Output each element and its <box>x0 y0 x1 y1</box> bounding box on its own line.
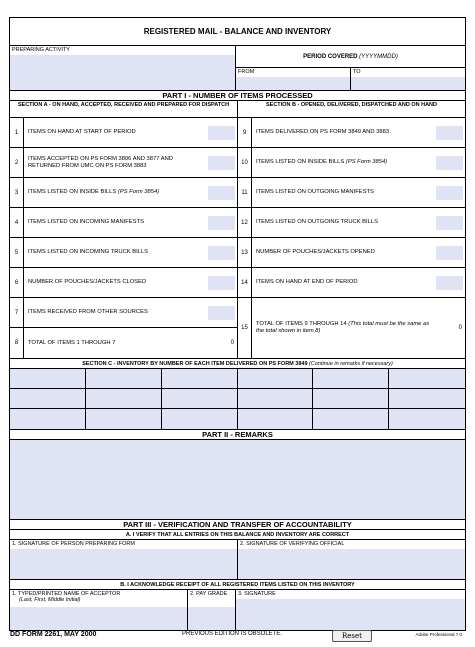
preparer-signature-label: 1. SIGNATURE OF PERSON PREPARING FORM <box>12 541 135 547</box>
acceptor-name-field[interactable] <box>10 607 187 630</box>
section-c-hint: (Continue in remarks if necessary) <box>309 361 393 367</box>
item-total: 0 <box>458 325 462 331</box>
form <box>9 17 466 631</box>
item-label: NUMBER OF POUCHES/JACKETS OPENED <box>256 249 375 255</box>
item-value-field[interactable] <box>208 156 235 170</box>
period-hint: (YYYYMMDD) <box>359 54 398 60</box>
inventory-cell[interactable] <box>86 389 162 409</box>
acceptor-signature <box>236 590 465 630</box>
item-number: 5 <box>10 238 24 267</box>
item-row <box>238 268 465 298</box>
item-number: 8 <box>10 328 24 358</box>
form-number: DD FORM 2261, MAY 2000 <box>10 631 97 638</box>
remarks-field[interactable] <box>10 440 465 520</box>
item-number: 14 <box>238 268 252 297</box>
period-from <box>236 68 351 90</box>
item-total: 0 <box>230 340 234 346</box>
verifier-signature-label: 2. SIGNATURE OF VERIFYING OFFICIAL <box>240 541 345 547</box>
item-label: ITEMS ON HAND AT START OF PERIOD <box>28 129 136 135</box>
item-label: ITEMS RECEIVED FROM OTHER SOURCES <box>28 309 148 315</box>
item-value-field[interactable] <box>208 216 235 230</box>
inventory-cell[interactable] <box>238 369 314 389</box>
item-label: ITEMS LISTED ON INCOMING TRUCK BILLS <box>28 249 149 255</box>
item-hint: (PS Form 3854) <box>117 189 160 195</box>
item-value-field[interactable] <box>208 246 235 260</box>
item-value-field[interactable] <box>436 156 463 170</box>
item-text: ITEMS LISTED ON INSIDE BILLS <box>28 189 117 195</box>
item-value-field[interactable] <box>436 276 463 290</box>
period-to-label: TO <box>353 69 361 75</box>
inventory-cell[interactable] <box>238 409 314 429</box>
period-to <box>351 68 465 90</box>
item-number: 12 <box>238 208 252 237</box>
item-number: 13 <box>238 238 252 267</box>
verifier-signature <box>238 540 465 579</box>
inventory-cell[interactable] <box>162 369 238 389</box>
part3-heading: PART III - VERIFICATION AND TRANSFER OF ACCOUNTABILITY <box>10 520 465 530</box>
preparer-signature <box>10 540 238 579</box>
item-value-field[interactable] <box>208 186 235 200</box>
item-row <box>238 208 465 238</box>
item-row <box>10 268 237 298</box>
inventory-cell[interactable] <box>313 389 389 409</box>
period-from-label: FROM <box>238 69 255 75</box>
section-a-items <box>10 118 238 358</box>
inventory-cell[interactable] <box>86 409 162 429</box>
inventory-cell[interactable] <box>10 409 86 429</box>
item-row <box>10 328 237 358</box>
inventory-cell[interactable] <box>389 369 465 389</box>
item-text: TOTAL OF ITEMS 9 THROUGH 14 <box>256 321 347 327</box>
signature-row-b <box>10 590 465 630</box>
period-label: PERIOD COVERED <box>303 54 358 60</box>
item-value-field[interactable] <box>208 276 235 290</box>
inventory-cell[interactable] <box>162 389 238 409</box>
item-value-field[interactable] <box>208 126 235 140</box>
item-row <box>10 118 237 148</box>
section-c-heading <box>10 359 465 369</box>
item-number: 2 <box>10 148 24 177</box>
item-row <box>10 238 237 268</box>
item-number: 6 <box>10 268 24 297</box>
acceptor-name-hint: (Last, First, Middle Initial) <box>19 597 81 603</box>
item-label: ITEMS ACCEPTED ON PS FORM 3806 AND 3877 AND RETURNED FROM UMC ON PS FORM 3883 <box>28 155 173 169</box>
item-label: ITEMS LISTED ON OUTGOING MANIFESTS <box>256 189 374 195</box>
verify-a-heading: A. I VERIFY THAT ALL ENTRIES ON THIS BALANCE AND INVENTORY ARE CORRECT <box>10 530 465 540</box>
section-c-title: SECTION C - INVENTORY BY NUMBER OF EACH ITEM DELIVERED ON PS FORM 3849 <box>82 361 308 367</box>
verifier-signature-field[interactable] <box>238 549 465 579</box>
form-title: REGISTERED MAIL - BALANCE AND INVENTORY <box>10 18 465 46</box>
reset-button[interactable]: Reset <box>332 630 372 642</box>
section-headings <box>10 101 465 118</box>
pay-grade-label: 2. PAY GRADE <box>190 591 228 597</box>
verify-b-heading: B. I ACKNOWLEDGE RECEIPT OF ALL REGISTERED ITEMS LISTED ON THIS INVENTORY <box>10 580 465 590</box>
acceptor-name-title: 1. TYPED/PRINTED NAME OF ACCEPTOR <box>12 591 121 597</box>
item-value-field[interactable] <box>436 186 463 200</box>
item-label: TOTAL OF ITEMS 1 THROUGH 7 <box>28 339 116 346</box>
pay-grade-field[interactable] <box>188 607 235 630</box>
preparing-activity-field[interactable] <box>10 55 235 90</box>
item-label: NUMBER OF POUCHES/JACKETS CLOSED <box>28 279 147 285</box>
section-b-items <box>238 118 465 358</box>
inventory-cell[interactable] <box>10 369 86 389</box>
inventory-grid <box>10 369 465 430</box>
item-row <box>10 178 237 208</box>
acceptor-name-label <box>10 590 187 604</box>
acceptor-signature-field[interactable] <box>236 599 465 630</box>
item-number: 11 <box>238 178 252 207</box>
item-label: ITEMS DELIVERED ON PS FORM 3849 AND 3883 <box>256 129 390 135</box>
inventory-cell[interactable] <box>313 369 389 389</box>
inventory-cell[interactable] <box>238 389 314 409</box>
item-label: ITEMS ON HAND AT END OF PERIOD <box>256 279 358 285</box>
item-hint: (PS Form 3854) <box>345 159 388 165</box>
item-label: ITEMS LISTED ON INCOMING MANIFESTS <box>28 219 144 225</box>
item-row <box>238 298 465 358</box>
footer <box>10 630 462 642</box>
item-label <box>24 178 208 207</box>
item-value-field[interactable] <box>208 306 235 320</box>
software-note: Adobe Professional 7.0 <box>415 632 462 637</box>
signature-row-a <box>10 540 465 580</box>
item-row <box>238 178 465 208</box>
item-number: 3 <box>10 178 24 207</box>
inventory-cell[interactable] <box>389 389 465 409</box>
item-row <box>238 118 465 148</box>
part2-heading: PART II - REMARKS <box>10 430 465 440</box>
item-number: 9 <box>238 118 252 147</box>
item-text: ITEMS LISTED ON INSIDE BILLS <box>256 159 345 165</box>
item-value-field[interactable] <box>436 126 463 140</box>
item-row <box>238 238 465 268</box>
inventory-cell[interactable] <box>162 409 238 429</box>
item-label: ITEMS LISTED ON OUTGOING TRUCK BILLS <box>256 219 378 225</box>
pay-grade <box>188 590 236 630</box>
period-covered <box>236 46 465 90</box>
period-covered-header <box>236 46 465 68</box>
item-row <box>10 148 237 178</box>
item-label <box>252 148 436 177</box>
item-number: 10 <box>238 148 252 177</box>
acceptor-name <box>10 590 188 630</box>
section-b-heading: SECTION B - OPENED, DELIVERED, DISPATCHED AND ON HAND <box>265 102 438 108</box>
part1-heading: PART I - NUMBER OF ITEMS PROCESSED <box>10 91 465 101</box>
header-row <box>10 46 465 91</box>
item-number: 1 <box>10 118 24 147</box>
inventory-cell[interactable] <box>313 409 389 429</box>
inventory-cell[interactable] <box>10 389 86 409</box>
item-number: 4 <box>10 208 24 237</box>
item-row <box>10 208 237 238</box>
item-label <box>252 298 438 358</box>
acceptor-signature-label: 3. SIGNATURE <box>238 591 276 597</box>
period-to-field[interactable] <box>351 77 465 90</box>
item-hint: (This total must be the same as the total shown in item 8) <box>256 321 430 334</box>
preparing-activity-label: PREPARING ACTIVITY <box>12 47 70 53</box>
item-value-field[interactable] <box>436 246 463 260</box>
item-row <box>238 148 465 178</box>
item-number: 7 <box>10 298 24 327</box>
previous-edition-note: PREVIOUS EDITION IS OBSOLETE. <box>182 631 283 637</box>
item-row <box>10 298 237 328</box>
items-table <box>10 118 465 359</box>
period-from-field[interactable] <box>236 77 350 90</box>
item-number: 15 <box>238 298 252 358</box>
inventory-cell[interactable] <box>389 409 465 429</box>
preparing-activity <box>10 46 236 90</box>
item-value-field[interactable] <box>436 216 463 230</box>
preparer-signature-field[interactable] <box>10 549 237 579</box>
inventory-cell[interactable] <box>86 369 162 389</box>
section-a-heading: SECTION A - ON HAND, ACCEPTED, RECEIVED AND PREPARED FOR DISPATCH <box>10 101 238 117</box>
